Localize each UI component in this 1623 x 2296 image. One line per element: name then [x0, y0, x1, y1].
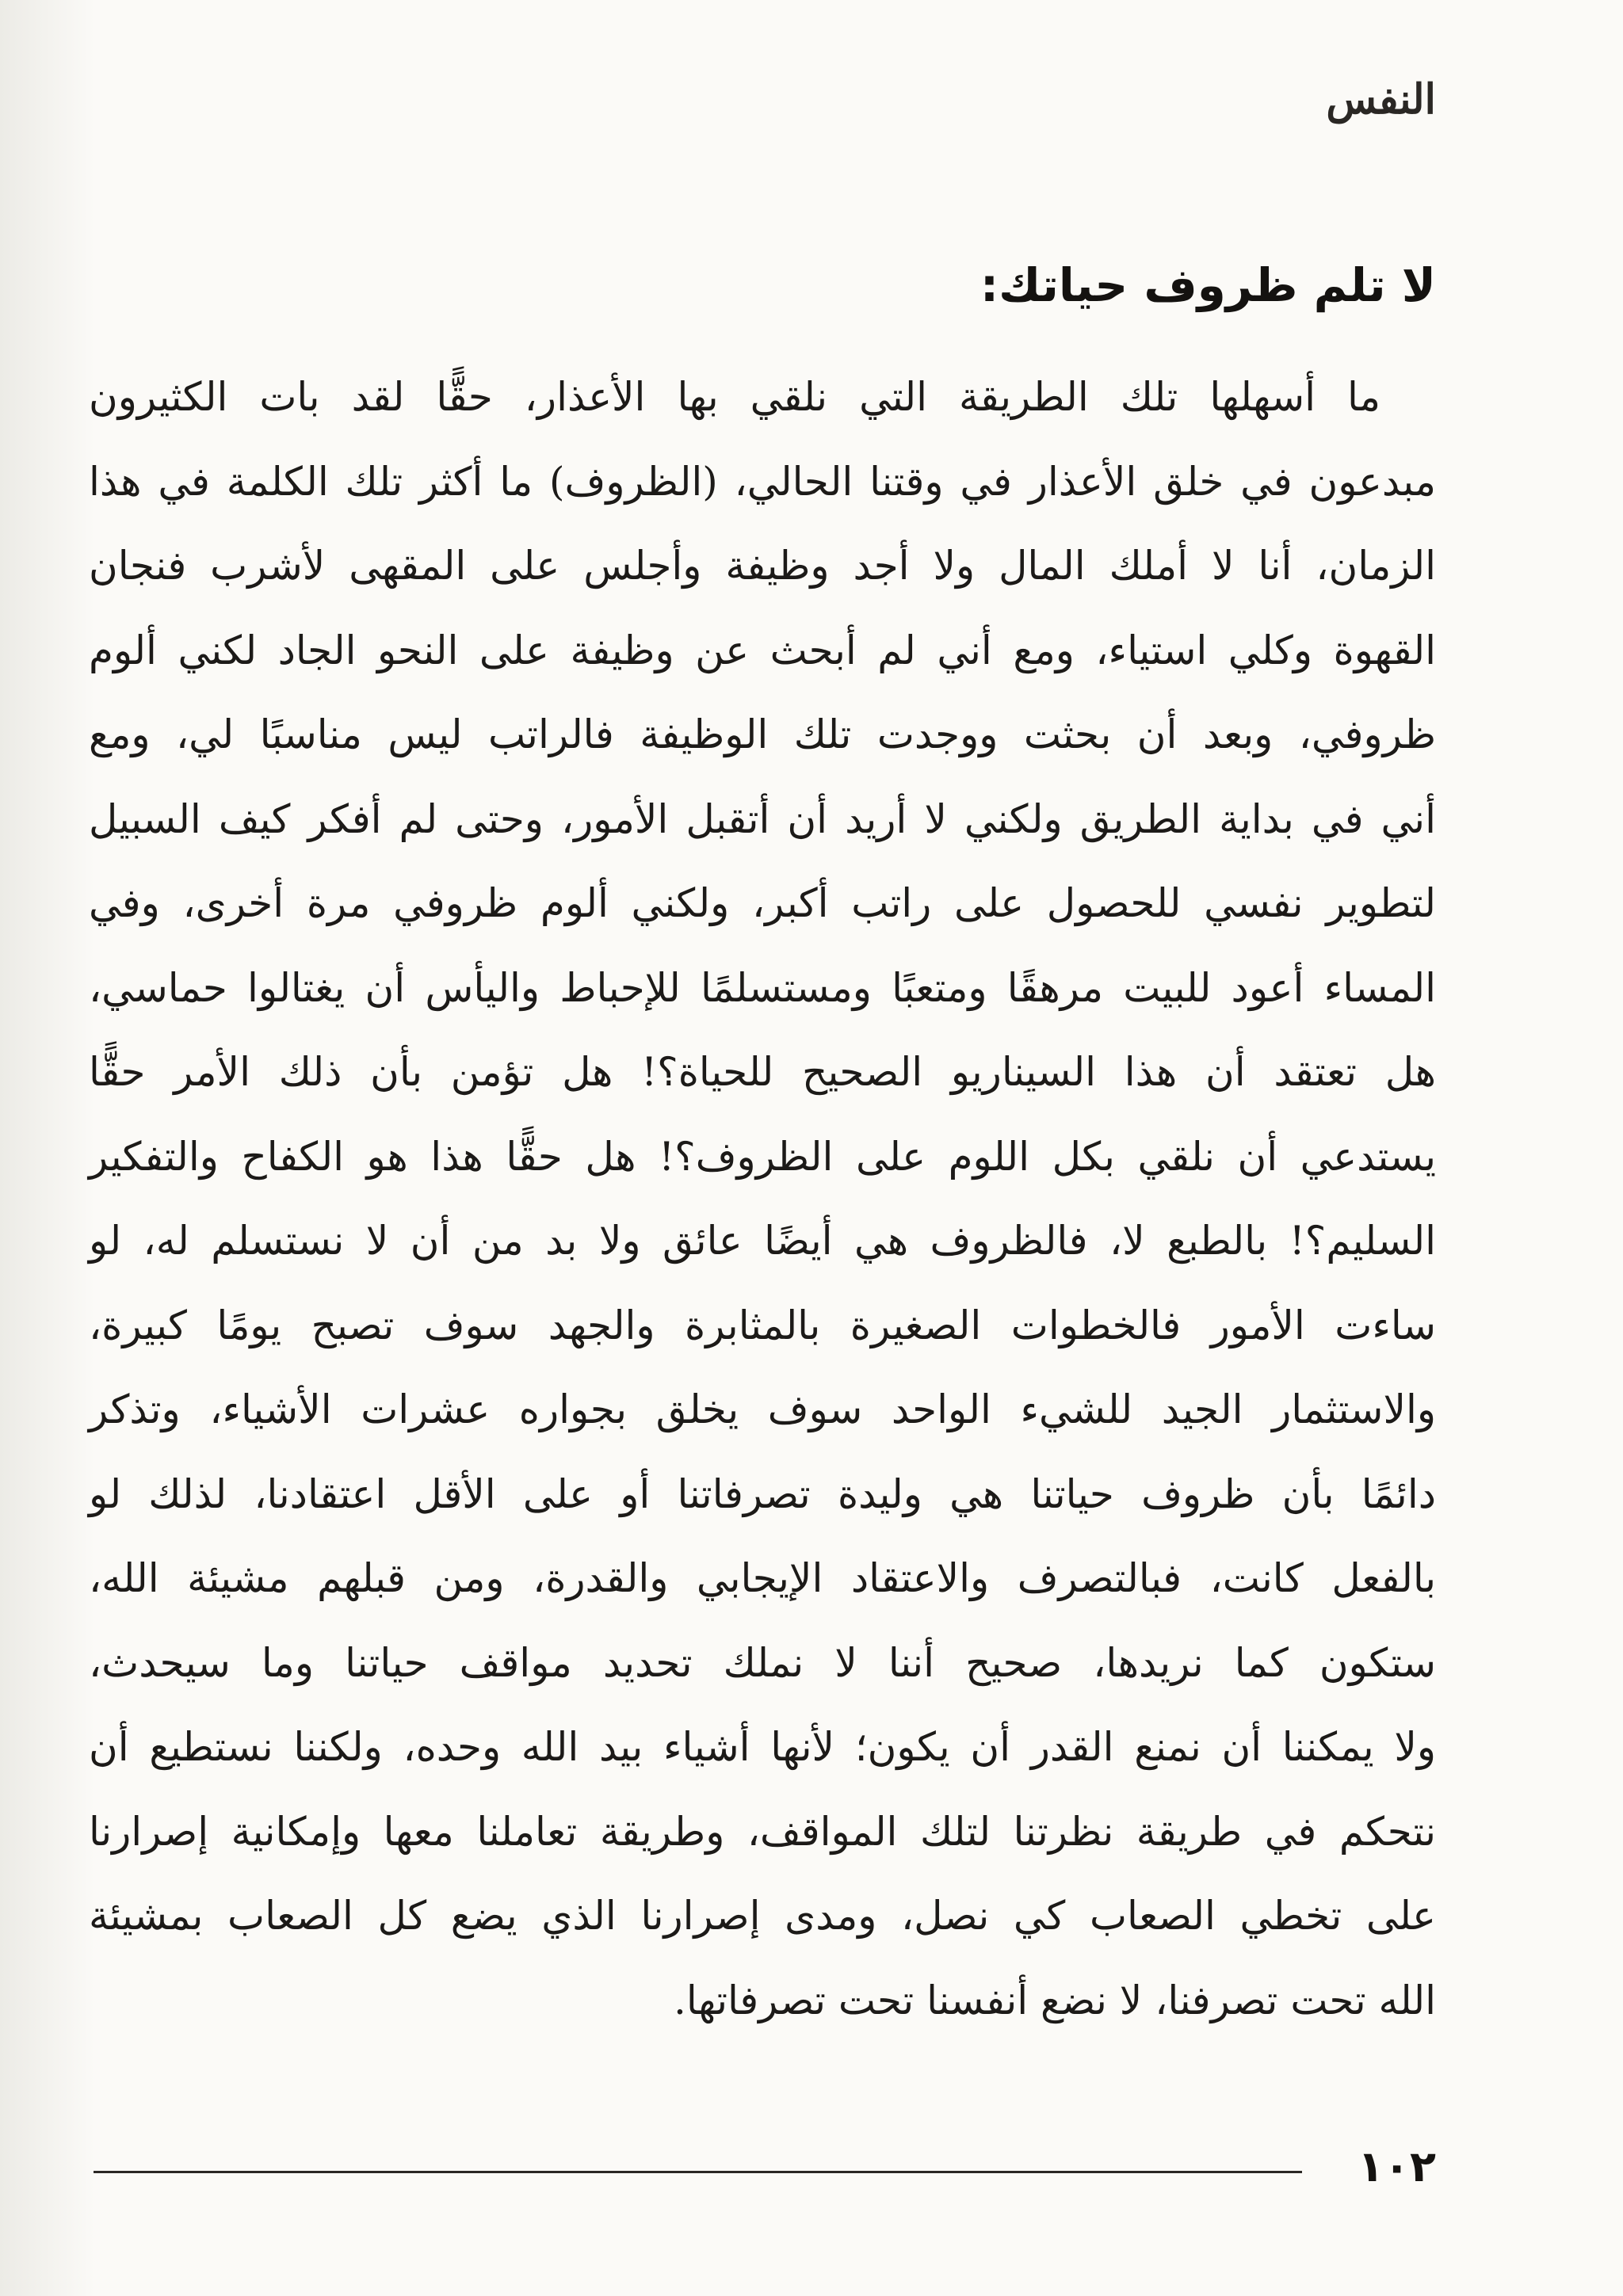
text-line: لتطوير نفسي للحصول على راتب أكبر، ولكني ألوم ظروفي مرة أخرى، وفي — [89, 880, 1436, 926]
text-line: مبدعون في خلق الأعذار في وقتنا الحالي، (الظروف) ما أكثر تلك الكلمة في هذا — [89, 458, 1436, 505]
text-line: ساءت الأمور فالخطوات الصغيرة بالمثابرة والجهد سوف تصبح يومًا كبيرة، — [89, 1302, 1436, 1348]
text-line: على تخطي الصعاب كي نصل، ومدى إصرارنا الذي يضع كل الصعاب بمشيئة — [89, 1893, 1436, 1939]
text-line: ستكون كما نريدها، صحيح أننا لا نملك تحديد مواقف حياتنا وما سيحدث، — [89, 1639, 1436, 1686]
text-line: ولا يمكننا أن نمنع القدر أن يكون؛ لأنها أشياء بيد الله وحده، ولكننا نستطيع أن — [89, 1724, 1436, 1770]
text-line: الزمان، أنا لا أملك المال ولا أجد وظيفة وأجلس على المقهى لأشرب فنجان — [89, 543, 1436, 589]
scan-edge-shadow — [0, 0, 95, 2296]
text-line: القهوة وكلي استياء، ومع أني لم أبحث عن وظيفة على النحو الجاد لكني ألوم — [89, 627, 1436, 673]
footer-rule — [94, 2171, 1302, 2173]
text-line: يستدعي أن نلقي بكل اللوم على الظروف؟! هل حقًّا هذا هو الكفاح والتفكير — [89, 1133, 1436, 1180]
text-line: ما أسهلها تلك الطريقة التي نلقي بها الأعذار، حقًّا لقد بات الكثيرون — [89, 374, 1381, 420]
text-line: المساء أعود للبيت مرهقًا ومتعبًا ومستسلمًا للإحباط واليأس أن يغتالوا حماسي، — [89, 964, 1436, 1011]
body-paragraph — [89, 355, 1436, 2042]
running-head — [1198, 75, 1436, 149]
text-line: أني في بداية الطريق ولكني لا أريد أن أتقبل الأمور، وحتى لم أفكر كيف السبيل — [89, 795, 1436, 842]
text-line: دائمًا بأن ظروف حياتنا هي وليدة تصرفاتنا أو على الأقل اعتقادنا، لذلك لو — [89, 1470, 1436, 1517]
running-head-text: النفس — [1326, 75, 1436, 124]
text-line: السليم؟! بالطبع لا، فالظروف هي أيضًا عائق ولا بد من أن لا نستسلم له، لو — [89, 1218, 1436, 1264]
page-number: ١٠٢ — [1358, 2142, 1436, 2191]
text-line: الله تحت تصرفنا، لا نضع أنفسنا تحت تصرفاتها. — [673, 1977, 1436, 2023]
text-line: نتحكم في طريقة نظرتنا لتلك المواقف، وطريقة تعاملنا معها وإمكانية إصرارنا — [89, 1808, 1436, 1855]
text-line: والاستثمار الجيد للشيء الواحد سوف يخلق بجواره عشرات الأشياء، وتذكر — [89, 1386, 1436, 1432]
text-line: ظروفي، وبعد أن بحثت ووجدت تلك الوظيفة فالراتب ليس مناسبًا لي، ومع — [89, 711, 1436, 757]
section-heading: لا تلم ظروف حياتك: — [980, 258, 1436, 312]
text-line: بالفعل كانت، فبالتصرف والاعتقاد الإيجابي والقدرة، ومن قبلهم مشيئة الله، — [89, 1555, 1437, 1601]
text-line: هل تعتقد أن هذا السيناريو الصحيح للحياة؟! هل تؤمن بأن ذلك الأمر حقًّا — [89, 1049, 1436, 1095]
